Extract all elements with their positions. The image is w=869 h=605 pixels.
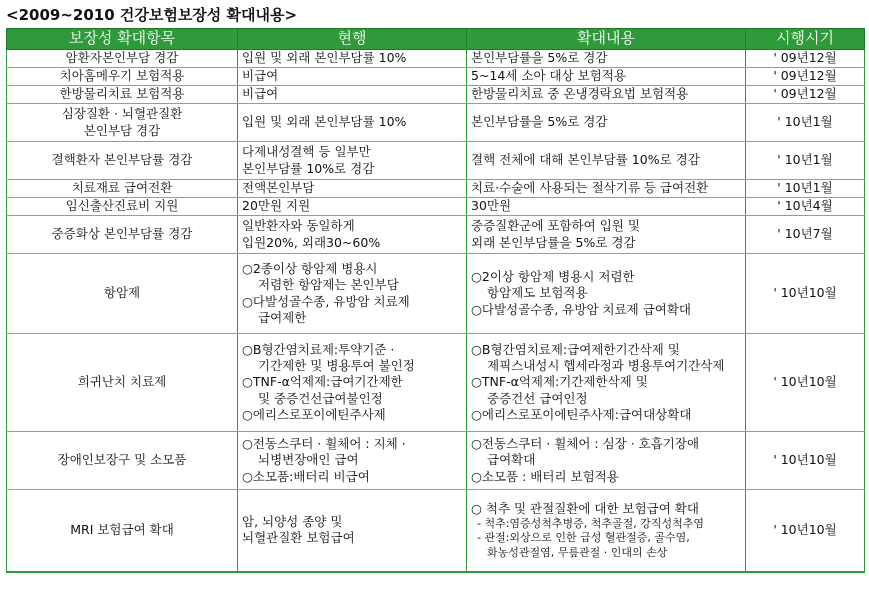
row-date: ' 10년1월 xyxy=(746,104,865,142)
row-date: ' 10년7월 xyxy=(746,216,865,254)
row-expansion: ○B형간염치료제:급여제한기간삭제 및 제픽스내성시 헵세라정과 병용투여기간삭제 ○TNF-α억제제:기간제한삭제 및 중증건선 급여인정 ○에리스로포이에틴주사제:급여대상확대 xyxy=(467,334,746,432)
table-row xyxy=(7,216,865,254)
row-item: 중증화상 본인부담률 경감 xyxy=(7,216,238,254)
row-item: 항암제 xyxy=(7,254,238,334)
row-item: 희귀난치 치료제 xyxy=(7,334,238,432)
row-date: ' 09년12월 xyxy=(746,86,865,104)
row-current: 비급여 xyxy=(238,86,467,104)
row-expansion: ○ 척추 및 관절질환에 대한 보험급여 확대 - 척추:염증성척추병증, 척추골절, 강직성척추염 - 관절:외상으로 인한 급성 혈관절증, 골수염, 화농성관절염, 무릎관절 · 인대의 손상 xyxy=(467,490,746,572)
row-expansion: 중증질환군에 포함하여 입원 및 외래 본인부담률을 5%로 경감 xyxy=(467,216,746,254)
row-current: ○2종이상 항암제 병용시 저렴한 항암제는 본인부담 ○다발성골수종, 유방암 치료제 급여제한 xyxy=(238,254,467,334)
table-row xyxy=(7,180,865,198)
header-current: 현행 xyxy=(238,29,467,50)
row-current: ○B형간염치료제:투약기준 · 기간제한 및 병용투여 불인정 ○TNF-α억제제:급여기간제한 및 중증건선급여불인정 ○에리스로포이에틴주사제 xyxy=(238,334,467,432)
row-expansion: 한방물리치료 중 온냉경락요법 보험적용 xyxy=(467,86,746,104)
row-expansion: 결핵 전체에 대해 본인부담률 10%로 경감 xyxy=(467,142,746,180)
row-expansion: 30만원 xyxy=(467,198,746,216)
row-current: 비급여 xyxy=(238,68,467,86)
table-row xyxy=(7,254,865,334)
row-item: 치료재료 급여전환 xyxy=(7,180,238,198)
row-item: 임신출산진료비 지원 xyxy=(7,198,238,216)
row-current: 20만원 지원 xyxy=(238,198,467,216)
table-header-row xyxy=(7,29,865,50)
table-row xyxy=(7,68,865,86)
row-item: MRI 보험급여 확대 xyxy=(7,490,238,572)
row-date: ' 09년12월 xyxy=(746,50,865,68)
row-expansion: ○전동스쿠터 · 휠체어 : 심장 · 호흡기장애 급여확대 ○소모품 : 배터리 보험적용 xyxy=(467,432,746,490)
row-date: ' 10년1월 xyxy=(746,180,865,198)
row-date: ' 10년10월 xyxy=(746,254,865,334)
row-item: 결핵환자 본인부담률 경감 xyxy=(7,142,238,180)
row-date: ' 10년10월 xyxy=(746,490,865,572)
table-row xyxy=(7,142,865,180)
header-date: 시행시기 xyxy=(746,29,865,50)
row-current: 암, 뇌양성 종양 및 뇌혈관질환 보험급여 xyxy=(238,490,467,572)
document-title: <2009~2010 건강보험보장성 확대내용> xyxy=(6,6,298,24)
row-current: 입원 및 외래 본인부담률 10% xyxy=(238,104,467,142)
row-item: 암환자본인부담 경감 xyxy=(7,50,238,68)
table-row xyxy=(7,198,865,216)
row-date: ' 10년1월 xyxy=(746,142,865,180)
row-expansion: ○2이상 항암제 병용시 저렴한 항암제도 보험적용 ○다발성골수종, 유방암 치료제 급여확대 xyxy=(467,254,746,334)
row-current: ○전동스쿠터 · 휠체어 : 지체 · 뇌병변장애인 급여 ○소모품:배터리 비급여 xyxy=(238,432,467,490)
table-row xyxy=(7,334,865,432)
table-row xyxy=(7,490,865,572)
row-date: ' 10년4월 xyxy=(746,198,865,216)
row-expansion: 본인부담률을 5%로 경감 xyxy=(467,50,746,68)
row-expansion: 본인부담률을 5%로 경감 xyxy=(467,104,746,142)
row-current: 다제내성결핵 등 일부만 본인부담률 10%로 경감 xyxy=(238,142,467,180)
table-row xyxy=(7,432,865,490)
header-item: 보장성 확대항목 xyxy=(7,29,238,50)
row-current: 입원 및 외래 본인부담률 10% xyxy=(238,50,467,68)
row-current: 전액본인부담 xyxy=(238,180,467,198)
row-date: ' 09년12월 xyxy=(746,68,865,86)
row-date: ' 10년10월 xyxy=(746,432,865,490)
row-expansion: 치료·수술에 사용되는 절삭기류 등 급여전환 xyxy=(467,180,746,198)
row-item: 장애인보장구 및 소모품 xyxy=(7,432,238,490)
row-current: 일반환자와 동일하게 입원20%, 외래30~60% xyxy=(238,216,467,254)
row-date: ' 10년10월 xyxy=(746,334,865,432)
table-row xyxy=(7,50,865,68)
coverage-expansion-table xyxy=(6,28,865,573)
table-row xyxy=(7,86,865,104)
row-item: 한방물리치료 보험적용 xyxy=(7,86,238,104)
row-item: 치아홈메우기 보험적용 xyxy=(7,68,238,86)
table-row xyxy=(7,104,865,142)
row-expansion: 5~14세 소아 대상 보험적용 xyxy=(467,68,746,86)
header-expansion: 확대내용 xyxy=(467,29,746,50)
row-item: 심장질환 · 뇌혈관질환 본인부담 경감 xyxy=(7,104,238,142)
